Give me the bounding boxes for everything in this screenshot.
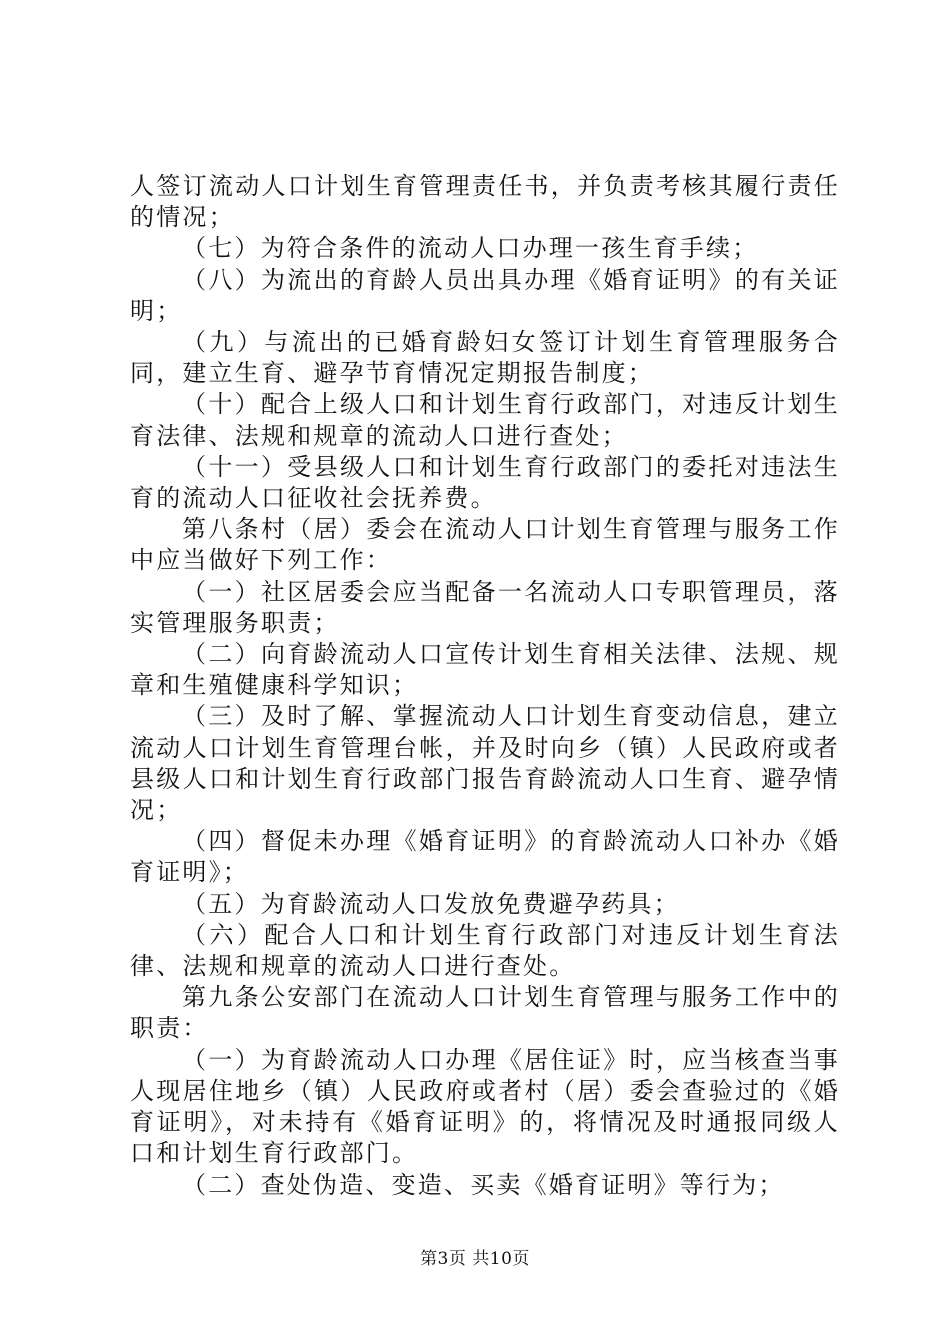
article-heading-paragraph: 第八条村（居）委会在流动人口计划生育管理与服务工作中应当做好下列工作： xyxy=(130,515,840,575)
paragraph: （六）配合人口和计划生育行政部门对违反计划生育法律、法规和规章的流动人口进行查处。 xyxy=(130,920,840,981)
paragraph: （七）为符合条件的流动人口办理一孩生育手续； xyxy=(182,234,759,263)
article-heading-paragraph: 第九条公安部门在流动人口计划生育管理与服务工作中的职责： xyxy=(130,983,840,1043)
document-body xyxy=(130,171,840,1201)
paragraph: （一）社区居委会应当配备一名流动人口专职管理员，落实管理服务职责； xyxy=(130,577,840,637)
paragraph: 人签订流动人口计划生育管理责任书，并负责考核其履行责任的情况； xyxy=(130,172,840,232)
page-number-footer: 第3页 共10页 xyxy=(420,1249,530,1269)
paragraph: （九）与流出的已婚育龄妇女签订计划生育管理服务合同，建立生育、避孕节育情况定期报告制度； xyxy=(130,328,840,388)
paragraph: （二）查处伪造、变造、买卖《婚育证明》等行为； xyxy=(182,1170,785,1199)
paragraph: （十）配合上级人口和计划生育行政部门，对违反计划生育法律、法规和规章的流动人口进行查处； xyxy=(130,390,840,450)
paragraph: （一）为育龄流动人口办理《居住证》时，应当核查当事人现居住地乡（镇）人民政府或者村（居）委会查验过的《婚育证明》，对未持有《婚育证明》的，将情况及时通报同级人口和计划生育行政部门。 xyxy=(130,1045,840,1168)
paragraph: （三）及时了解、掌握流动人口计划生育变动信息，建立流动人口计划生育管理台帐，并及时向乡（镇）人民政府或者县级人口和计划生育行政部门报告育龄流动人口生育、避孕情况； xyxy=(130,702,840,825)
paragraph: （八）为流出的育龄人员出具办理《婚育证明》的有关证明； xyxy=(130,265,840,325)
paragraph: （四）督促未办理《婚育证明》的育龄流动人口补办《婚育证明》； xyxy=(130,827,840,887)
paragraph: （十一）受县级人口和计划生育行政部门的委托对违法生育的流动人口征收社会抚养费。 xyxy=(130,452,840,513)
paragraph: （二）向育龄流动人口宣传计划生育相关法律、法规、规章和生殖健康科学知识； xyxy=(130,640,840,700)
paragraph: （五）为育龄流动人口发放免费避孕药具； xyxy=(182,889,680,918)
